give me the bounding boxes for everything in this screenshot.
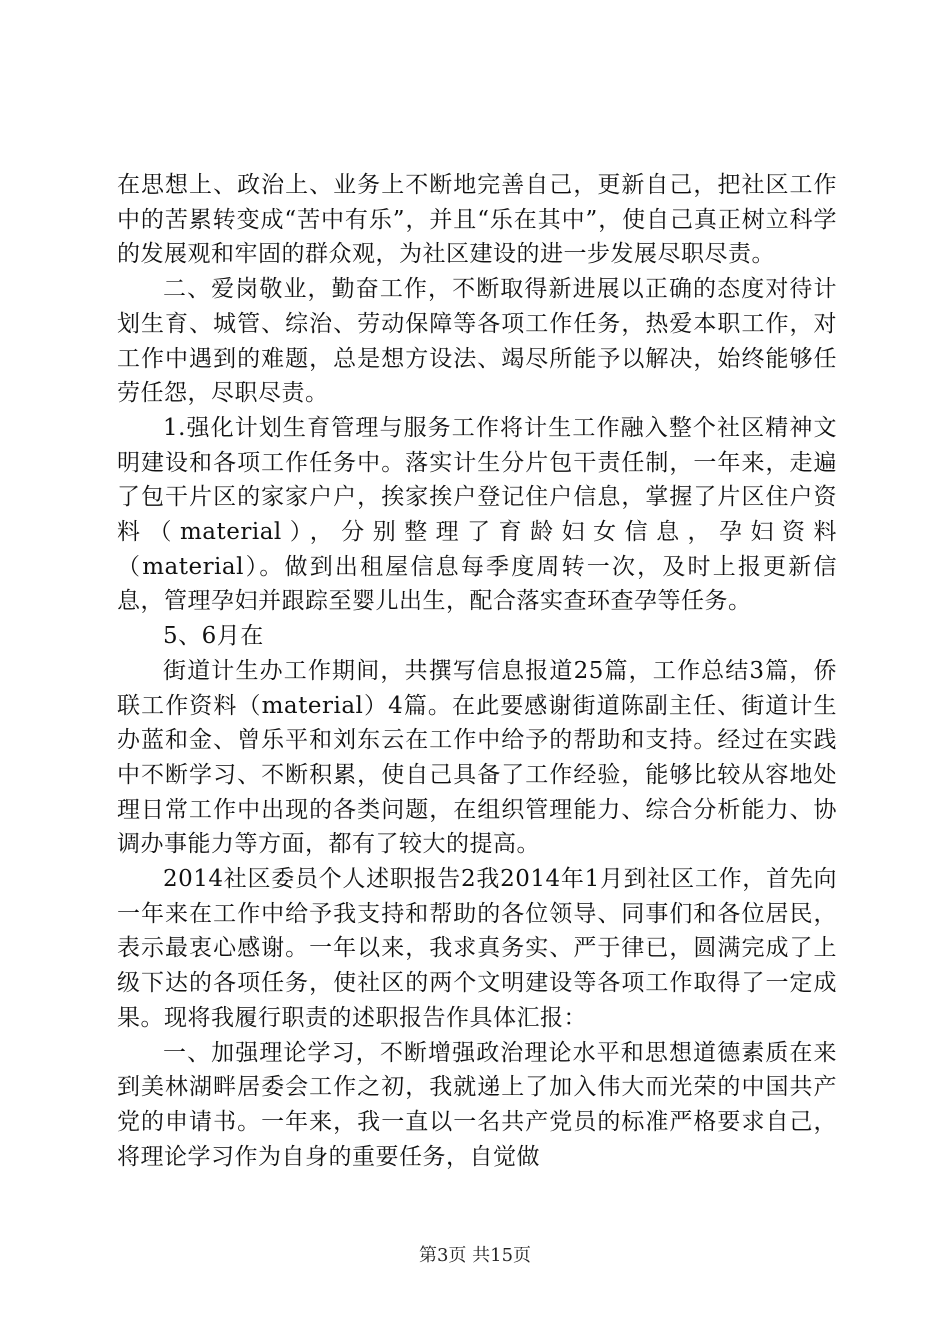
paragraph: 街道计生办工作期间，共撰写信息报道25篇，工作总结3篇，侨联工作资料（material）4篇。在此要感谢街道陈副主任、街道计生办蓝和金、曾乐平和刘东云在工作中给予的帮助和支持。经过在实践中不断学习、不断积累，使自己具备了工作经验，能够比较从容地处理日常工作中出现的各类问题，在组织管理能力、综合分析能力、协调办事能力等方面，都有了较大的提高。 [117, 657, 837, 858]
page-number: 第3页 共15页 [418, 1245, 532, 1266]
document-body [117, 168, 837, 1174]
paragraph: 在思想上、政治上、业务上不断地完善自己，更新自己，把社区工作中的苦累转变成“苦中有乐”，并且“乐在其中”，使自己真正树立科学的发展观和牢固的群众观，为社区建设的进一步发展尽职尽责。 [117, 172, 837, 268]
page-footer [0, 1244, 950, 1268]
paragraph: 二、爱岗敬业，勤奋工作，不断取得新进展以正确的态度对待计划生育、城管、综治、劳动保障等各项工作任务，热爱本职工作，对工作中遇到的难题，总是想方设法、竭尽所能予以解决，始终能够任劳任怨，尽职尽责。 [117, 276, 837, 407]
paragraph: 2014社区委员个人述职报告2我2014年1月到社区工作，首先向一年来在工作中给予我支持和帮助的各位领导、同事们和各位居民，表示最衷心感谢。一年以来，我求真务实、严于律已，圆满完成了上级下达的各项任务，使社区的两个文明建设等各项工作取得了一定成果。现将我履行职责的述职报告作具体汇报： [117, 866, 837, 1031]
paragraph: 1.强化计划生育管理与服务工作将计生工作融入整个社区精神文明建设和各项工作任务中。落实计生分片包干责任制，一年来，走遍了包干片区的家家户户，挨家挨户登记住户信息，掌握了片区住户资料（material），分别整理了育龄妇女信息，孕妇资料（material）。做到出租屋信息每季度周转一次，及时上报更新信息，管理孕妇并跟踪至婴儿出生，配合落实查环查孕等任务。 [117, 414, 837, 615]
paragraph: 一、加强理论学习，不断增强政治理论水平和思想道德素质在来到美林湖畔居委会工作之初，我就递上了加入伟大而光荣的中国共产党的申请书。一年来，我一直以一名共产党员的标准严格要求自己，将理论学习作为自身的重要任务，自觉做 [117, 1039, 837, 1170]
paragraph: 5、6月在 [163, 623, 264, 650]
